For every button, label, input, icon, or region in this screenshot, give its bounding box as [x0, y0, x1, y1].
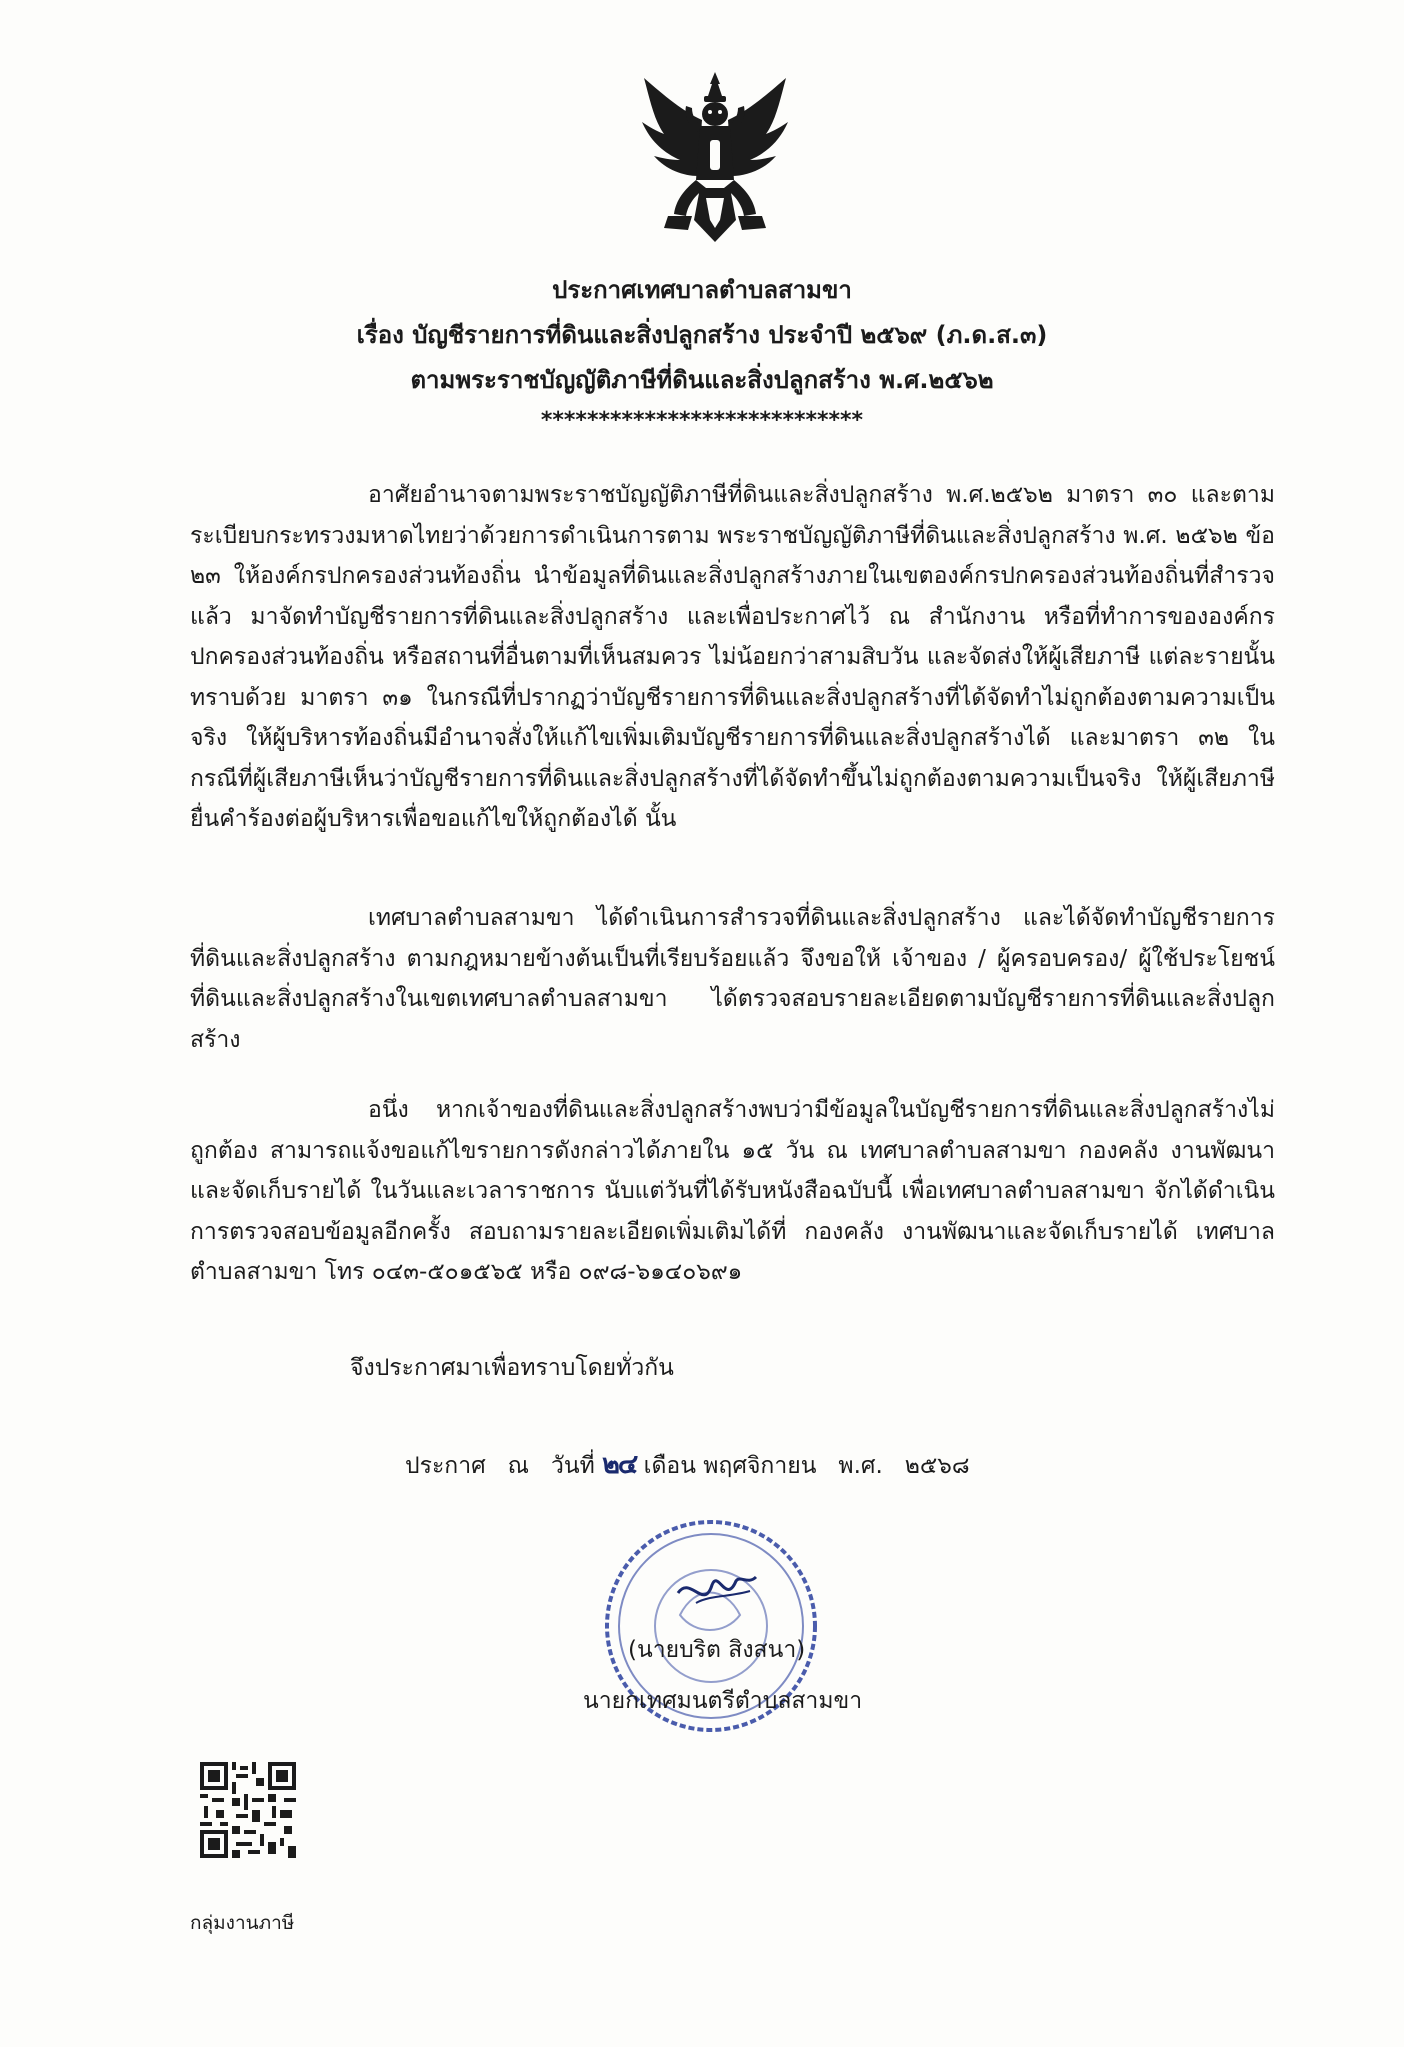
date-prefix: ประกาศ ณ วันที่	[405, 1453, 595, 1479]
qr-code-icon	[200, 1762, 296, 1858]
closing-statement: จึงประกาศมาเพื่อทราบโดยทั่วกัน	[350, 1355, 674, 1381]
date-month: พฤศจิกายน	[703, 1453, 817, 1479]
announcement-subject: เรื่อง บัญชีรายการที่ดินและสิ่งปลูกสร้าง ประจำปี ๒๕๖๙ (ภ.ด.ส.๓)	[356, 321, 1048, 349]
signatory-name: (นายบริต สิงสนา)	[628, 1637, 806, 1663]
date-month-label: เดือน	[643, 1453, 696, 1479]
body-paragraph-1: อาศัยอำนาจตามพระราชบัญญัติภาษีที่ดินและสิ่งปลูกสร้าง พ.ศ.๒๕๖๒ มาตรา ๓๐ และตามระเบียบกระทรวงมหาดไทยว่าด้วยการดำเนินการตาม พระราชบัญญัติภาษีที่ดินและสิ่งปลูกสร้าง พ.ศ. ๒๕๖๒ ข้อ ๒๓ ให้องค์กรปกครองส่วนท้องถิ่น นำข้อมูลที่ดินและสิ่งปลูกสร้างภายในเขตองค์กรปกครองส่วนท้องถิ่นที่สำรวจแล้ว มาจัดทำบัญชีรายการที่ดินและสิ่งปลูกสร้าง และเพื่อประกาศไว้ ณ สำนักงาน หรือที่ทำการขององค์กรปกครองส่วนท้องถิ่น หรือสถานที่อื่นตามที่เห็นสมควร ไม่น้อยกว่าสามสิบวัน และจัดส่งให้ผู้เสียภาษี แต่ละรายนั้นทราบด้วย มาตรา ๓๑ ในกรณีที่ปรากฏว่าบัญชีรายการที่ดินและสิ่งปลูกสร้างที่ได้จัดทำไม่ถูกต้องตามความเป็นจริง ให้ผู้บริหารท้องถิ่นมีอำนาจสั่งให้แก้ไขเพิ่มเติมบัญชีรายการที่ดินและสิ่งปลูกสร้างได้ และมาตรา ๓๒ ในกรณีที่ผู้เสียภาษีเห็นว่าบัญชีรายการที่ดินและสิ่งปลูกสร้างที่ได้จัดทำขึ้นไม่ถูกต้องตามความเป็นจริง ให้ผู้เสียภาษียื่นคำร้องต่อผู้บริหารเพื่อขอแก้ไขให้ถูกต้องได้ นั้น	[190, 482, 1275, 832]
department-label: กลุ่มงานภาษี	[190, 1912, 295, 1934]
announcement-date	[405, 1442, 970, 1485]
date-era: พ.ศ.	[838, 1453, 883, 1479]
title-separator: ****************************	[540, 408, 864, 433]
date-day: ๒๔	[602, 1449, 637, 1480]
body-paragraph-2: เทศบาลตำบลสามขา ได้ดำเนินการสำรวจที่ดินและสิ่งปลูกสร้าง และได้จัดทำบัญชีรายการที่ดินและสิ่งปลูกสร้าง ตามกฎหมายข้างต้นเป็นที่เรียบร้อยแล้ว จึงขอให้ เจ้าของ / ผู้ครอบครอง/ ผู้ใช้ประโยชน์ ที่ดินและสิ่งปลูกสร้างในเขตเทศบาลตำบลสามขา ได้ตรวจสอบรายละเอียดตามบัญชีรายการที่ดินและสิ่งปลูกสร้าง	[190, 905, 1275, 1053]
announcement-title: ประกาศเทศบาลตำบลสามขา	[552, 276, 852, 304]
garuda-emblem-icon	[640, 70, 790, 245]
date-year: ๒๕๖๘	[904, 1453, 970, 1479]
body-paragraph-3: อนึ่ง หากเจ้าของที่ดินและสิ่งปลูกสร้างพบว่ามีข้อมูลในบัญชีรายการที่ดินและสิ่งปลูกสร้างไม่ถูกต้อง สามารถแจ้งขอแก้ไขรายการดังกล่าวได้ภายใน ๑๕ วัน ณ เทศบาลตำบลสามขา กองคลัง งานพัฒนาและจัดเก็บรายได้ ในวันและเวลาราชการ นับแต่วันที่ได้รับหนังสือฉบับนี้ เพื่อเทศบาลตำบลสามขา จักได้ดำเนินการตรวจสอบข้อมูลอีกครั้ง สอบถามรายละเอียดเพิ่มเติมได้ที่ กองคลัง งานพัฒนาและจัดเก็บรายได้ เทศบาลตำบลสามขา โทร ๐๔๓-๕๐๑๕๖๕ หรือ ๐๙๘-๖๑๔๐๖๙๑	[190, 1097, 1275, 1285]
signatory-title: นายกเทศมนตรีตำบลสามขา	[583, 1688, 863, 1714]
announcement-act: ตามพระราชบัญญัติภาษีที่ดินและสิ่งปลูกสร้าง พ.ศ.๒๕๖๒	[410, 366, 994, 394]
